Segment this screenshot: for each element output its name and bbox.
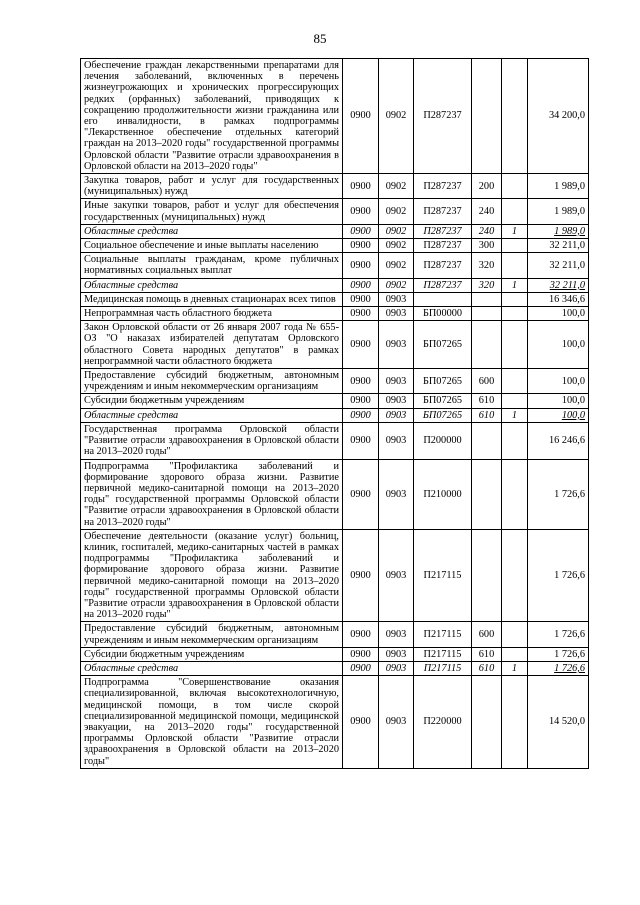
row-name: Областные средства xyxy=(81,661,343,675)
expense-type-code: 240 xyxy=(472,199,502,224)
amount: 34 200,0 xyxy=(528,59,589,174)
target-article-code: П217115 xyxy=(414,529,472,622)
section-code: 0900 xyxy=(343,278,379,292)
table-row xyxy=(81,239,589,253)
section-code: 0900 xyxy=(343,59,379,174)
section-code: 0900 xyxy=(343,676,379,769)
table-row xyxy=(81,199,589,224)
subsection-code: 0903 xyxy=(379,661,414,675)
target-article-code: П210000 xyxy=(414,459,472,529)
expense-type-code xyxy=(472,321,502,369)
section-code: 0900 xyxy=(343,622,379,647)
row-name: Непрограммная часть областного бюджета xyxy=(81,307,343,321)
row-name: Областные средства xyxy=(81,278,343,292)
amount: 1 989,0 xyxy=(528,199,589,224)
funding-source-code xyxy=(502,647,528,661)
budget-table xyxy=(80,58,589,769)
amount: 100,0 xyxy=(528,321,589,369)
subsection-code: 0903 xyxy=(379,369,414,394)
target-article-code: П287237 xyxy=(414,174,472,199)
expense-type-code: 600 xyxy=(472,369,502,394)
subsection-code: 0903 xyxy=(379,394,414,408)
subsection-code: 0903 xyxy=(379,422,414,459)
target-article-code: П217115 xyxy=(414,661,472,675)
funding-source-code xyxy=(502,239,528,253)
amount: 1 726,6 xyxy=(528,661,589,675)
row-name: Обеспечение граждан лекарственными препаратами для лечения заболеваний, включенных в перечень жизнеугрожающих и хронических прогрессирующих редких (орфанных) заболеваний, приводящих к сокращению продолжительности жизни гражданина или его инвалидности, в рамках подпрограммы "Лекарственное обеспечение отдельных категорий граждан на 2013–2020 годы" государственной программы Орловской области "Развитие отрасли здравоохранения в Орловской области на 2013–2020 годы" xyxy=(81,59,343,174)
funding-source-code xyxy=(502,59,528,174)
section-code: 0900 xyxy=(343,224,379,238)
target-article-code: П217115 xyxy=(414,622,472,647)
amount: 100,0 xyxy=(528,307,589,321)
row-name: Областные средства xyxy=(81,224,343,238)
section-code: 0900 xyxy=(343,307,379,321)
row-name: Государственная программа Орловской области "Развитие отрасли здравоохранения в Орловской области на 2013–2020 годы" xyxy=(81,422,343,459)
row-name: Подпрограмма "Профилактика заболеваний и формирование здорового образа жизни. Развитие первичной медико-санитарной помощи на 2013–2020 годы" государственной программы Орловской области "Развитие отрасли здравоохранения в Орловской области на 2013–2020 годы" xyxy=(81,459,343,529)
funding-source-code xyxy=(502,394,528,408)
expense-type-code: 300 xyxy=(472,239,502,253)
amount: 1 726,6 xyxy=(528,647,589,661)
row-name: Областные средства xyxy=(81,408,343,422)
target-article-code: П287237 xyxy=(414,59,472,174)
expense-type-code xyxy=(472,422,502,459)
table-row xyxy=(81,661,589,675)
expense-type-code xyxy=(472,676,502,769)
budget-table-body xyxy=(81,59,589,769)
table-row xyxy=(81,253,589,278)
table-row xyxy=(81,394,589,408)
target-article-code: БП07265 xyxy=(414,369,472,394)
target-article-code: П287237 xyxy=(414,199,472,224)
expense-type-code: 610 xyxy=(472,408,502,422)
section-code: 0900 xyxy=(343,199,379,224)
funding-source-code xyxy=(502,622,528,647)
subsection-code: 0903 xyxy=(379,321,414,369)
subsection-code: 0903 xyxy=(379,307,414,321)
target-article-code: П287237 xyxy=(414,278,472,292)
expense-type-code xyxy=(472,292,502,306)
expense-type-code xyxy=(472,307,502,321)
table-row xyxy=(81,622,589,647)
section-code: 0900 xyxy=(343,661,379,675)
subsection-code: 0902 xyxy=(379,278,414,292)
subsection-code: 0903 xyxy=(379,529,414,622)
funding-source-code xyxy=(502,321,528,369)
section-code: 0900 xyxy=(343,253,379,278)
table-row xyxy=(81,278,589,292)
funding-source-code xyxy=(502,307,528,321)
target-article-code: П287237 xyxy=(414,224,472,238)
funding-source-code xyxy=(502,676,528,769)
expense-type-code xyxy=(472,529,502,622)
section-code: 0900 xyxy=(343,647,379,661)
subsection-code: 0902 xyxy=(379,239,414,253)
target-article-code: П200000 xyxy=(414,422,472,459)
funding-source-code: 1 xyxy=(502,224,528,238)
table-row xyxy=(81,321,589,369)
expense-type-code: 600 xyxy=(472,622,502,647)
target-article-code: П220000 xyxy=(414,676,472,769)
section-code: 0900 xyxy=(343,292,379,306)
section-code: 0900 xyxy=(343,529,379,622)
amount: 16 346,6 xyxy=(528,292,589,306)
expense-type-code xyxy=(472,59,502,174)
expense-type-code xyxy=(472,459,502,529)
target-article-code: П287237 xyxy=(414,253,472,278)
target-article-code: БП00000 xyxy=(414,307,472,321)
amount: 14 520,0 xyxy=(528,676,589,769)
expense-type-code: 610 xyxy=(472,647,502,661)
amount: 32 211,0 xyxy=(528,253,589,278)
target-article-code: П217115 xyxy=(414,647,472,661)
table-row xyxy=(81,174,589,199)
subsection-code: 0903 xyxy=(379,292,414,306)
table-row xyxy=(81,459,589,529)
funding-source-code xyxy=(502,253,528,278)
row-name: Предоставление субсидий бюджетным, автономным учреждениям и иным некоммерческим организациям xyxy=(81,622,343,647)
amount: 100,0 xyxy=(528,369,589,394)
amount: 100,0 xyxy=(528,394,589,408)
subsection-code: 0902 xyxy=(379,174,414,199)
amount: 1 989,0 xyxy=(528,224,589,238)
amount: 1 726,6 xyxy=(528,459,589,529)
amount: 100,0 xyxy=(528,408,589,422)
target-article-code: БП07265 xyxy=(414,321,472,369)
subsection-code: 0903 xyxy=(379,459,414,529)
row-name: Медицинская помощь в дневных стационарах всех типов xyxy=(81,292,343,306)
amount: 16 246,6 xyxy=(528,422,589,459)
funding-source-code xyxy=(502,199,528,224)
target-article-code: БП07265 xyxy=(414,408,472,422)
section-code: 0900 xyxy=(343,369,379,394)
amount: 32 211,0 xyxy=(528,239,589,253)
row-name: Иные закупки товаров, работ и услуг для обеспечения государственных (муниципальных) нужд xyxy=(81,199,343,224)
table-row xyxy=(81,224,589,238)
funding-source-code xyxy=(502,529,528,622)
expense-type-code: 200 xyxy=(472,174,502,199)
subsection-code: 0902 xyxy=(379,59,414,174)
table-row xyxy=(81,307,589,321)
row-name: Подпрограмма "Совершенствование оказания специализированной, включая высокотехнологичную, медицинской помощи, в том числе скорой специализированной медицинской помощи, медицинской эвакуации, на 2013–2020 годы" государственной программы Орловской области "Развитие отрасли здравоохранения в Орловской области на 2013–2020 годы" xyxy=(81,676,343,769)
row-name: Субсидии бюджетным учреждениям xyxy=(81,647,343,661)
amount: 1 726,6 xyxy=(528,622,589,647)
target-article-code: П287237 xyxy=(414,239,472,253)
row-name: Обеспечение деятельности (оказание услуг) больниц, клиник, госпиталей, медико-санитарных частей в рамках подпрограммы "Профилактика заболеваний и формирование здорового образа жизни. Развитие первичной медико-санитарной помощи на 2013–2020 годы" государственной программы Орловской области "Развитие отрасли здравоохранения в Орловской области на 2013–2020 годы" xyxy=(81,529,343,622)
section-code: 0900 xyxy=(343,174,379,199)
amount: 32 211,0 xyxy=(528,278,589,292)
funding-source-code xyxy=(502,422,528,459)
section-code: 0900 xyxy=(343,459,379,529)
table-row xyxy=(81,676,589,769)
target-article-code: БП07265 xyxy=(414,394,472,408)
row-name: Субсидии бюджетным учреждениям xyxy=(81,394,343,408)
row-name: Социальные выплаты гражданам, кроме публичных нормативных социальных выплат xyxy=(81,253,343,278)
funding-source-code: 1 xyxy=(502,278,528,292)
subsection-code: 0903 xyxy=(379,622,414,647)
section-code: 0900 xyxy=(343,239,379,253)
table-row xyxy=(81,529,589,622)
expense-type-code: 320 xyxy=(472,253,502,278)
funding-source-code xyxy=(502,459,528,529)
section-code: 0900 xyxy=(343,321,379,369)
subsection-code: 0902 xyxy=(379,199,414,224)
table-row xyxy=(81,422,589,459)
table-row xyxy=(81,369,589,394)
target-article-code xyxy=(414,292,472,306)
table-row xyxy=(81,647,589,661)
subsection-code: 0903 xyxy=(379,647,414,661)
table-row xyxy=(81,408,589,422)
amount: 1 726,6 xyxy=(528,529,589,622)
subsection-code: 0903 xyxy=(379,408,414,422)
row-name: Закупка товаров, работ и услуг для государственных (муниципальных) нужд xyxy=(81,174,343,199)
expense-type-code: 610 xyxy=(472,661,502,675)
expense-type-code: 610 xyxy=(472,394,502,408)
subsection-code: 0902 xyxy=(379,224,414,238)
amount: 1 989,0 xyxy=(528,174,589,199)
subsection-code: 0902 xyxy=(379,253,414,278)
section-code: 0900 xyxy=(343,408,379,422)
row-name: Предоставление субсидий бюджетным, автономным учреждениям и иным некоммерческим организациям xyxy=(81,369,343,394)
funding-source-code: 1 xyxy=(502,661,528,675)
funding-source-code xyxy=(502,369,528,394)
page-number: 85 xyxy=(313,31,327,46)
section-code: 0900 xyxy=(343,422,379,459)
expense-type-code: 240 xyxy=(472,224,502,238)
table-row xyxy=(81,292,589,306)
funding-source-code xyxy=(502,292,528,306)
row-name: Социальное обеспечение и иные выплаты населению xyxy=(81,239,343,253)
expense-type-code: 320 xyxy=(472,278,502,292)
row-name: Закон Орловской области от 26 января 2007 года № 655-ОЗ "О наказах избирателей депутатам Орловского областного Совета народных депутатов" в рамках непрограммной части областного бюджета xyxy=(81,321,343,369)
section-code: 0900 xyxy=(343,394,379,408)
funding-source-code xyxy=(502,174,528,199)
table-row xyxy=(81,59,589,174)
subsection-code: 0903 xyxy=(379,676,414,769)
funding-source-code: 1 xyxy=(502,408,528,422)
